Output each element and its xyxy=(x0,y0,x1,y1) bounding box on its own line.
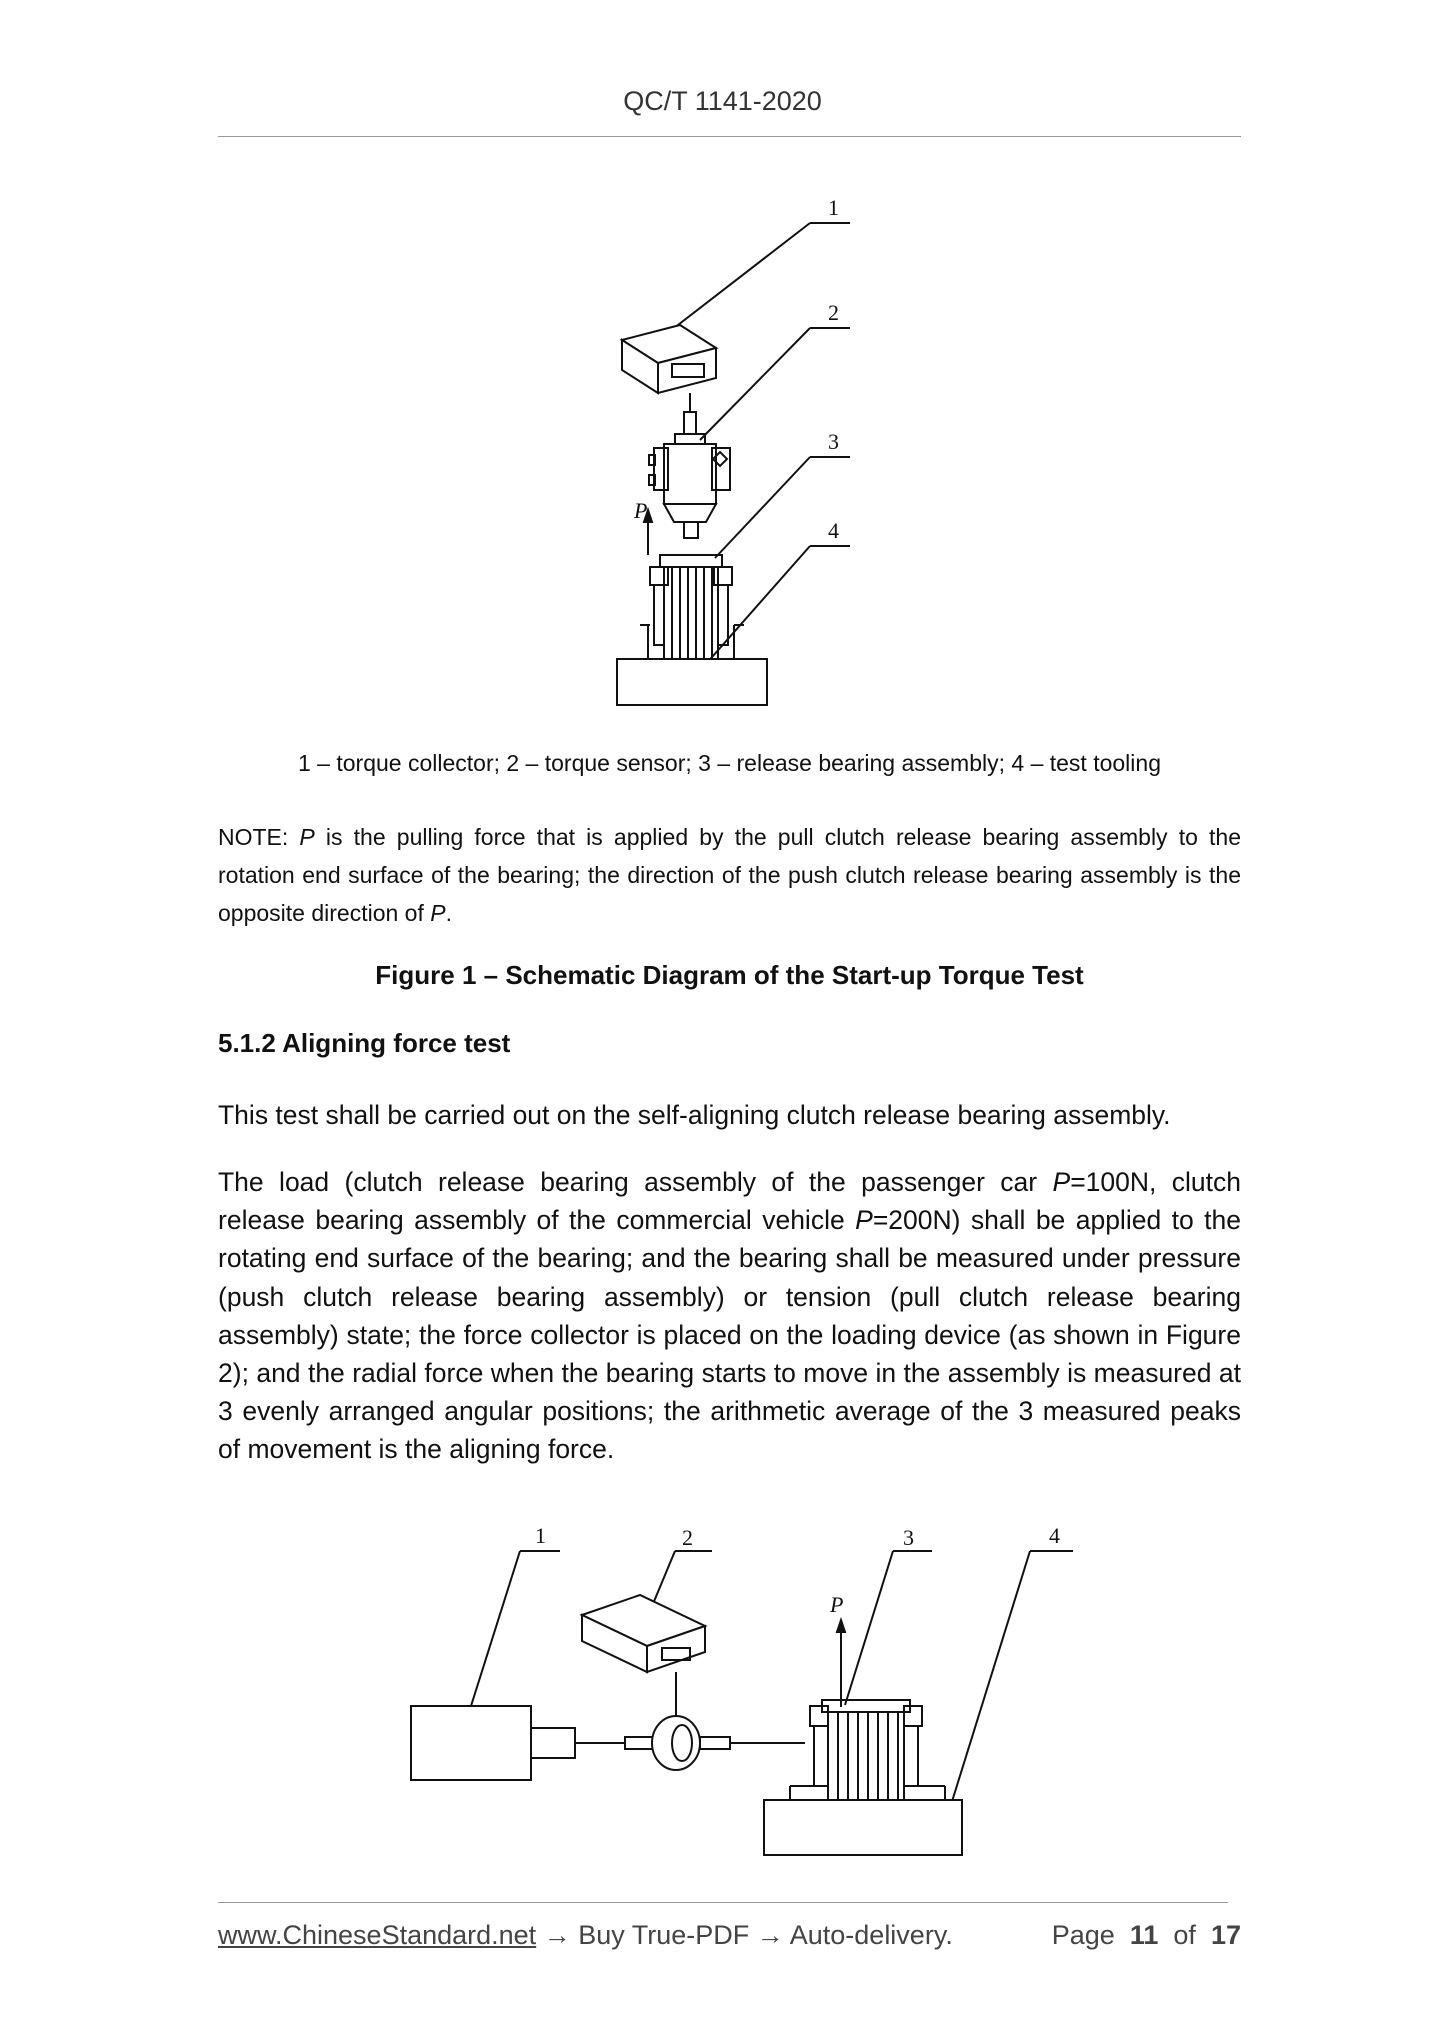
fig2-label-3: 3 xyxy=(903,1525,914,1550)
figure-1-diagram xyxy=(600,185,880,715)
leader-line-1-diag xyxy=(665,223,810,335)
fig2-label-2: 2 xyxy=(682,1525,693,1550)
test-tooling-base xyxy=(617,625,767,705)
fig2-leader-line-4-diag xyxy=(940,1551,1030,1840)
paragraph-2-part-b: =100N, clutch release bearing assembly of the commercial vehicle xyxy=(218,1167,1241,1236)
footer-rule xyxy=(218,1902,1228,1903)
fig1-label-1: 1 xyxy=(828,195,839,220)
total-page-count: 17 xyxy=(1210,1920,1241,1950)
page-word: Page xyxy=(1051,1920,1115,1950)
fig2-label-1: 1 xyxy=(535,1523,546,1548)
leader-line-2-diag xyxy=(700,328,810,440)
loading-device xyxy=(411,1706,625,1780)
of-word: of xyxy=(1173,1920,1196,1950)
release-bearing-assembly xyxy=(650,555,732,659)
header-rule xyxy=(218,136,1241,137)
footer-site-link[interactable]: www.ChineseStandard.net xyxy=(218,1920,537,1950)
fig2-test-tooling-base xyxy=(764,1786,962,1855)
fig1-label-4: 4 xyxy=(828,518,839,543)
note-p-symbol-2: P xyxy=(430,900,446,926)
torque-sensor-device xyxy=(649,412,730,538)
fig2-label-4: 4 xyxy=(1049,1523,1060,1548)
note-text-1: is the pulling force that is applied by the pull clutch release bearing assembly to the rotation end surface of the bearing; the direction of the push clutch release bearing assembly is the opposite direction of xyxy=(218,824,1241,926)
paragraph-2-p-symbol-2: P xyxy=(855,1205,873,1236)
paragraph-2-part-c: =200N) shall be applied to the rotating end surface of the bearing; and the bearing shall be measured under pressure (push clutch release bearing assembly) or tension (pull clutch release bearing assembly) state; the force collector is placed on the loading device (as shown in Figure 2); and the radial force when the bearing starts to move in the assembly is measured at 3 evenly arranged angular positions; the arithmetic average of the 3 measured peaks of movement is the aligning force. xyxy=(218,1205,1241,1465)
note-prefix: NOTE: xyxy=(218,824,300,850)
paragraph-2-p-symbol: P xyxy=(1052,1167,1071,1197)
fig2-force-label: P xyxy=(830,1592,844,1617)
figure-1-key-legend: 1 – torque collector; 2 – torque sensor; 3 – release bearing assembly; 4 – test tooling xyxy=(297,750,1161,776)
figure-1-title: Figure 1 – Schematic Diagram of the Start-up Torque Test xyxy=(375,960,1084,990)
fig1-label-3: 3 xyxy=(828,429,839,454)
page-header-title: QC/T 1141-2020 xyxy=(623,86,822,116)
note-text-2: . xyxy=(445,900,452,926)
force-sensor-on-shaft xyxy=(625,1716,805,1770)
fig1-label-2: 2 xyxy=(828,300,839,325)
note-p-symbol: P xyxy=(299,824,315,850)
current-page-number: 11 xyxy=(1129,1920,1159,1950)
torque-collector-device xyxy=(622,325,716,412)
figure-1-note xyxy=(218,818,1241,932)
paragraph-1: This test shall be carried out on the self-aligning clutch release bearing assembly. xyxy=(218,1100,1171,1130)
page-footer xyxy=(218,1920,1241,1951)
paragraph-2 xyxy=(218,1163,1241,1469)
fig2-release-bearing-assembly xyxy=(810,1700,922,1800)
fig1-force-label: P xyxy=(634,498,648,523)
fig2-leader-line-3-diag xyxy=(845,1551,893,1705)
force-collector-device xyxy=(582,1595,705,1718)
figure-2-diagram xyxy=(400,1515,1100,1865)
fig2-leader-line-1-diag xyxy=(465,1551,520,1725)
page-number-indicator xyxy=(1052,1920,1241,1951)
section-heading: 5.1.2 Aligning force test xyxy=(218,1028,511,1058)
footer-tagline: → Buy True-PDF → Auto-delivery. xyxy=(536,1920,953,1950)
leader-line-4-diag xyxy=(705,546,810,665)
paragraph-2-part-a: The load (clutch release bearing assembly of the passenger car xyxy=(218,1167,1053,1197)
